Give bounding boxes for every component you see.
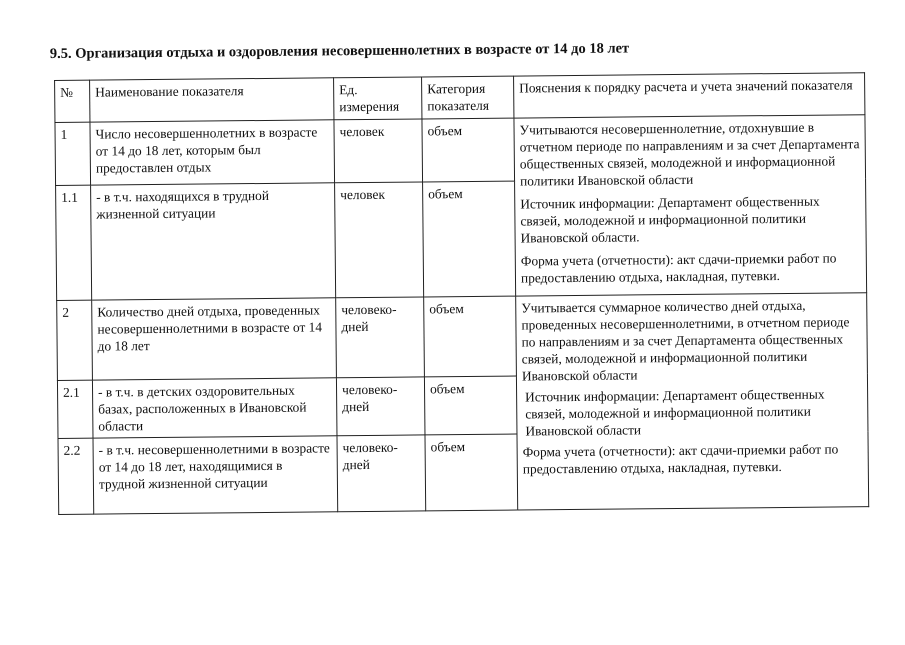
row-num: 1: [55, 122, 91, 186]
table-row: [55, 115, 866, 186]
row-num: 2.2: [58, 438, 94, 514]
row-name: - в т.ч. несовершеннолетними в возрасте от 14 до 18 лет, находящимися в трудной жизненной ситуации: [93, 436, 338, 514]
row-category: объем: [423, 181, 516, 296]
row-unit: человек: [334, 119, 423, 183]
row-unit: человеко-дней: [336, 377, 425, 436]
notes-form: Форма учета (отчетности): акт сдачи-приемки работ по предоставлению отдыха, накладная, путевки.: [522, 441, 839, 477]
section-heading: 9.5. Организация отдыха и оздоровления несовершеннолетних в возрасте от 14 до 18 лет: [49, 40, 630, 63]
table-row: [57, 293, 868, 381]
row-num: 1.1: [56, 186, 92, 301]
row-category: объем: [424, 376, 517, 435]
row-name: Число несовершеннолетних в возрасте от 14 до 18 лет, которым был предоставлен отдых: [90, 120, 335, 186]
notes-description: Учитывается суммарное количество дней отдыха, проведенных несовершеннолетними, в отчетном периоде по направлениям и за счет Департамента общественных связей, молодежной и информационной политики Ивановской области: [521, 297, 850, 384]
header-notes: Пояснения к порядку расчета и учета значений показателя: [514, 73, 865, 118]
row-name: Количество дней отдыха, проведенных несовершеннолетними в возрасте от 14 до 18 лет: [92, 298, 337, 380]
indicators-table: [54, 72, 869, 515]
row-category: объем: [425, 434, 518, 511]
header-num: №: [55, 80, 90, 122]
row-num: 2.1: [57, 380, 93, 438]
notes-source: Источник информации: Департамент общественных связей, молодежной и информационной политики Ивановской области.: [520, 193, 820, 246]
row-unit: человеко-дней: [336, 297, 425, 378]
notes-description: Учитываются несовершеннолетние, отдохнувшие в отчетном периоде по направлениям и за счет Департамента общественных связей, молодежной и информационной политики Ивановской области: [519, 119, 860, 189]
row-num: 2: [57, 300, 93, 380]
row-category: объем: [424, 296, 517, 377]
notes-cell-group-1: [514, 115, 867, 296]
row-category: объем: [422, 118, 515, 182]
header-name: Наименование показателя: [90, 78, 334, 122]
header-category: Категория показателя: [422, 76, 514, 119]
row-name: - в т.ч. находящихся в трудной жизненной ситуации: [91, 183, 336, 300]
notes-form: Форма учета (отчетности): акт сдачи-приемки работ по предоставлению отдыха, накладная, путевки.: [520, 250, 837, 286]
notes-source: Источник информации: Департамент общественных связей, молодежной и информационной политики Ивановской области: [525, 386, 825, 439]
row-unit: человеко-дней: [337, 435, 426, 512]
header-unit: Ед. измерения: [334, 77, 422, 120]
row-unit: человек: [335, 182, 424, 297]
row-name: - в т.ч. в детских оздоровительных базах, расположенных в Ивановской области: [92, 378, 337, 438]
notes-cell-group-2: [516, 293, 869, 510]
